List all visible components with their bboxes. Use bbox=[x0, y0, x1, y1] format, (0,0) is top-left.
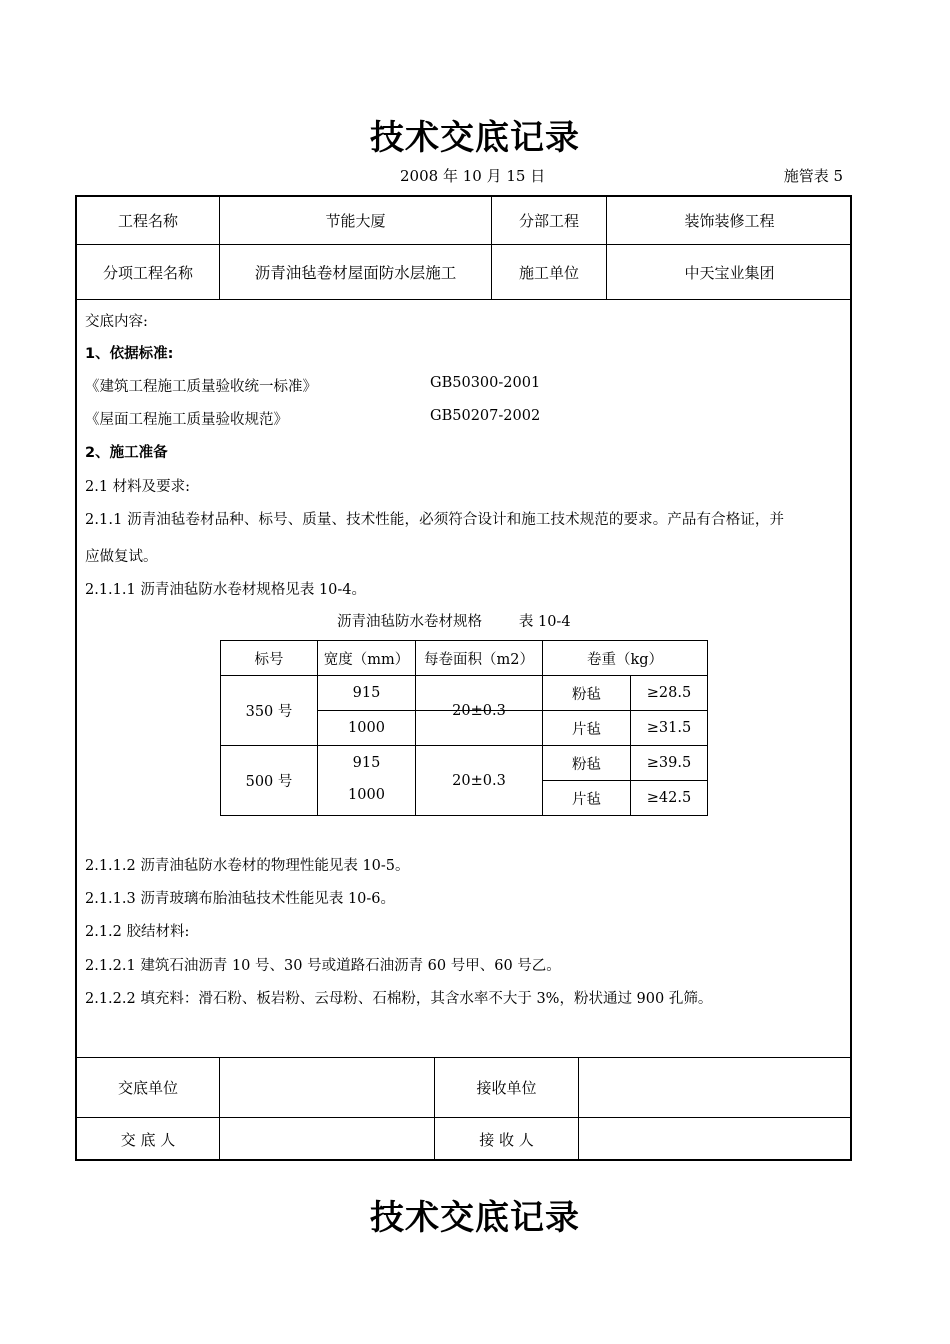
weight-cell: ≥39.5 bbox=[646, 755, 692, 771]
divider bbox=[77, 299, 850, 300]
width-cell: 1000 bbox=[348, 720, 385, 736]
paragraph: 2.1.1.3 沥青玻璃布胎油毡技术性能见表 10-6。 bbox=[85, 891, 396, 907]
table-header: 标号 bbox=[254, 651, 284, 668]
grade-cell: 350 号 bbox=[245, 704, 293, 720]
next-page-title: 技术交底记录 bbox=[370, 1198, 580, 1238]
width-cell: 1000 bbox=[348, 787, 385, 803]
receiver-unit-label: 接收单位 bbox=[476, 1079, 537, 1097]
paragraph: 2.1.2.1 建筑石油沥青 10 号、30 号或道路石油沥青 60 号甲、60 号乙。 bbox=[85, 958, 561, 974]
paragraph: 2.1.1 沥青油毡卷材品种、标号、质量、技术性能，必须符合设计和施工技术规范的要求。产品有合格证，并 bbox=[85, 512, 785, 528]
width-cell: 915 bbox=[352, 755, 381, 771]
form-number: 施管表 5 bbox=[783, 167, 843, 185]
area-cell: 20±0.3 bbox=[452, 772, 506, 789]
paragraph: 2.1.1.2 沥青油毡防水卷材的物理性能见表 10-5。 bbox=[85, 858, 410, 874]
table-header: 卷重（kg） bbox=[586, 651, 664, 668]
table-caption: 沥青油毡防水卷材规格 表 10-4 bbox=[337, 614, 571, 630]
felt-type-cell: 粉毡 bbox=[572, 756, 601, 773]
width-cell: 915 bbox=[352, 685, 381, 701]
standard-code: GB50300-2001 bbox=[430, 375, 541, 391]
issuer-unit-label: 交底单位 bbox=[117, 1079, 178, 1097]
table-header: 宽度（mm） bbox=[323, 651, 410, 668]
paragraph: 2.1.2.2 填充料：滑石粉、板岩粉、云母粉、石棉粉，其含水率不大于 3%，粉状通过 900 孔筛。 bbox=[85, 991, 713, 1007]
paragraph: 2.1 材料及要求: bbox=[85, 479, 191, 495]
record-form bbox=[75, 195, 852, 1161]
weight-cell: ≥42.5 bbox=[646, 790, 692, 806]
division-value: 装饰装修工程 bbox=[684, 212, 775, 230]
standard-name: 《建筑工程施工质量验收统一标准》 bbox=[85, 379, 317, 395]
table-header: 每卷面积（m2） bbox=[424, 651, 534, 668]
subitem-label: 分项工程名称 bbox=[102, 263, 193, 282]
issuer-field[interactable] bbox=[220, 1118, 434, 1161]
contractor-value: 中天宝业集团 bbox=[684, 263, 775, 282]
issuer-label: 交 底 人 bbox=[120, 1131, 176, 1149]
division-label: 分部工程 bbox=[518, 212, 579, 230]
issuer-unit-field[interactable] bbox=[220, 1058, 434, 1117]
standard-item bbox=[85, 375, 541, 396]
contractor-label: 施工单位 bbox=[518, 263, 579, 282]
receiver-field[interactable] bbox=[579, 1118, 852, 1161]
felt-type-cell: 粉毡 bbox=[572, 686, 601, 703]
receiver-unit-field[interactable] bbox=[579, 1058, 852, 1117]
record-date: 2008 年 10 月 15 日 bbox=[400, 167, 546, 185]
felt-type-cell: 片毡 bbox=[572, 791, 601, 808]
subitem-value: 沥青油毡卷材屋面防水层施工 bbox=[254, 264, 457, 282]
standard-code: GB50207-2002 bbox=[430, 408, 541, 424]
page-title: 技术交底记录 bbox=[370, 118, 580, 158]
content-intro: 交底内容: bbox=[85, 314, 148, 330]
grade-cell: 500 号 bbox=[245, 774, 293, 790]
paragraph: 应做复试。 bbox=[85, 549, 158, 565]
paragraph: 2.1.2 胶结材料: bbox=[85, 924, 190, 940]
standard-item bbox=[85, 408, 541, 429]
receiver-label: 接 收 人 bbox=[479, 1131, 534, 1149]
area-cell: 20±0.3 bbox=[452, 702, 506, 719]
section-heading: 2、施工准备 bbox=[85, 445, 168, 461]
project-name-value: 节能大厦 bbox=[325, 212, 386, 230]
standard-name: 《屋面工程施工质量验收规范》 bbox=[85, 412, 288, 428]
spec-table bbox=[220, 640, 708, 816]
felt-type-cell: 片毡 bbox=[572, 721, 601, 738]
section-heading: 1、依据标准: bbox=[85, 346, 174, 362]
paragraph: 2.1.1.1 沥青油毡防水卷材规格见表 10-4。 bbox=[85, 582, 367, 598]
project-name-label: 工程名称 bbox=[117, 212, 178, 230]
weight-cell: ≥31.5 bbox=[646, 720, 692, 736]
weight-cell: ≥28.5 bbox=[646, 685, 692, 701]
